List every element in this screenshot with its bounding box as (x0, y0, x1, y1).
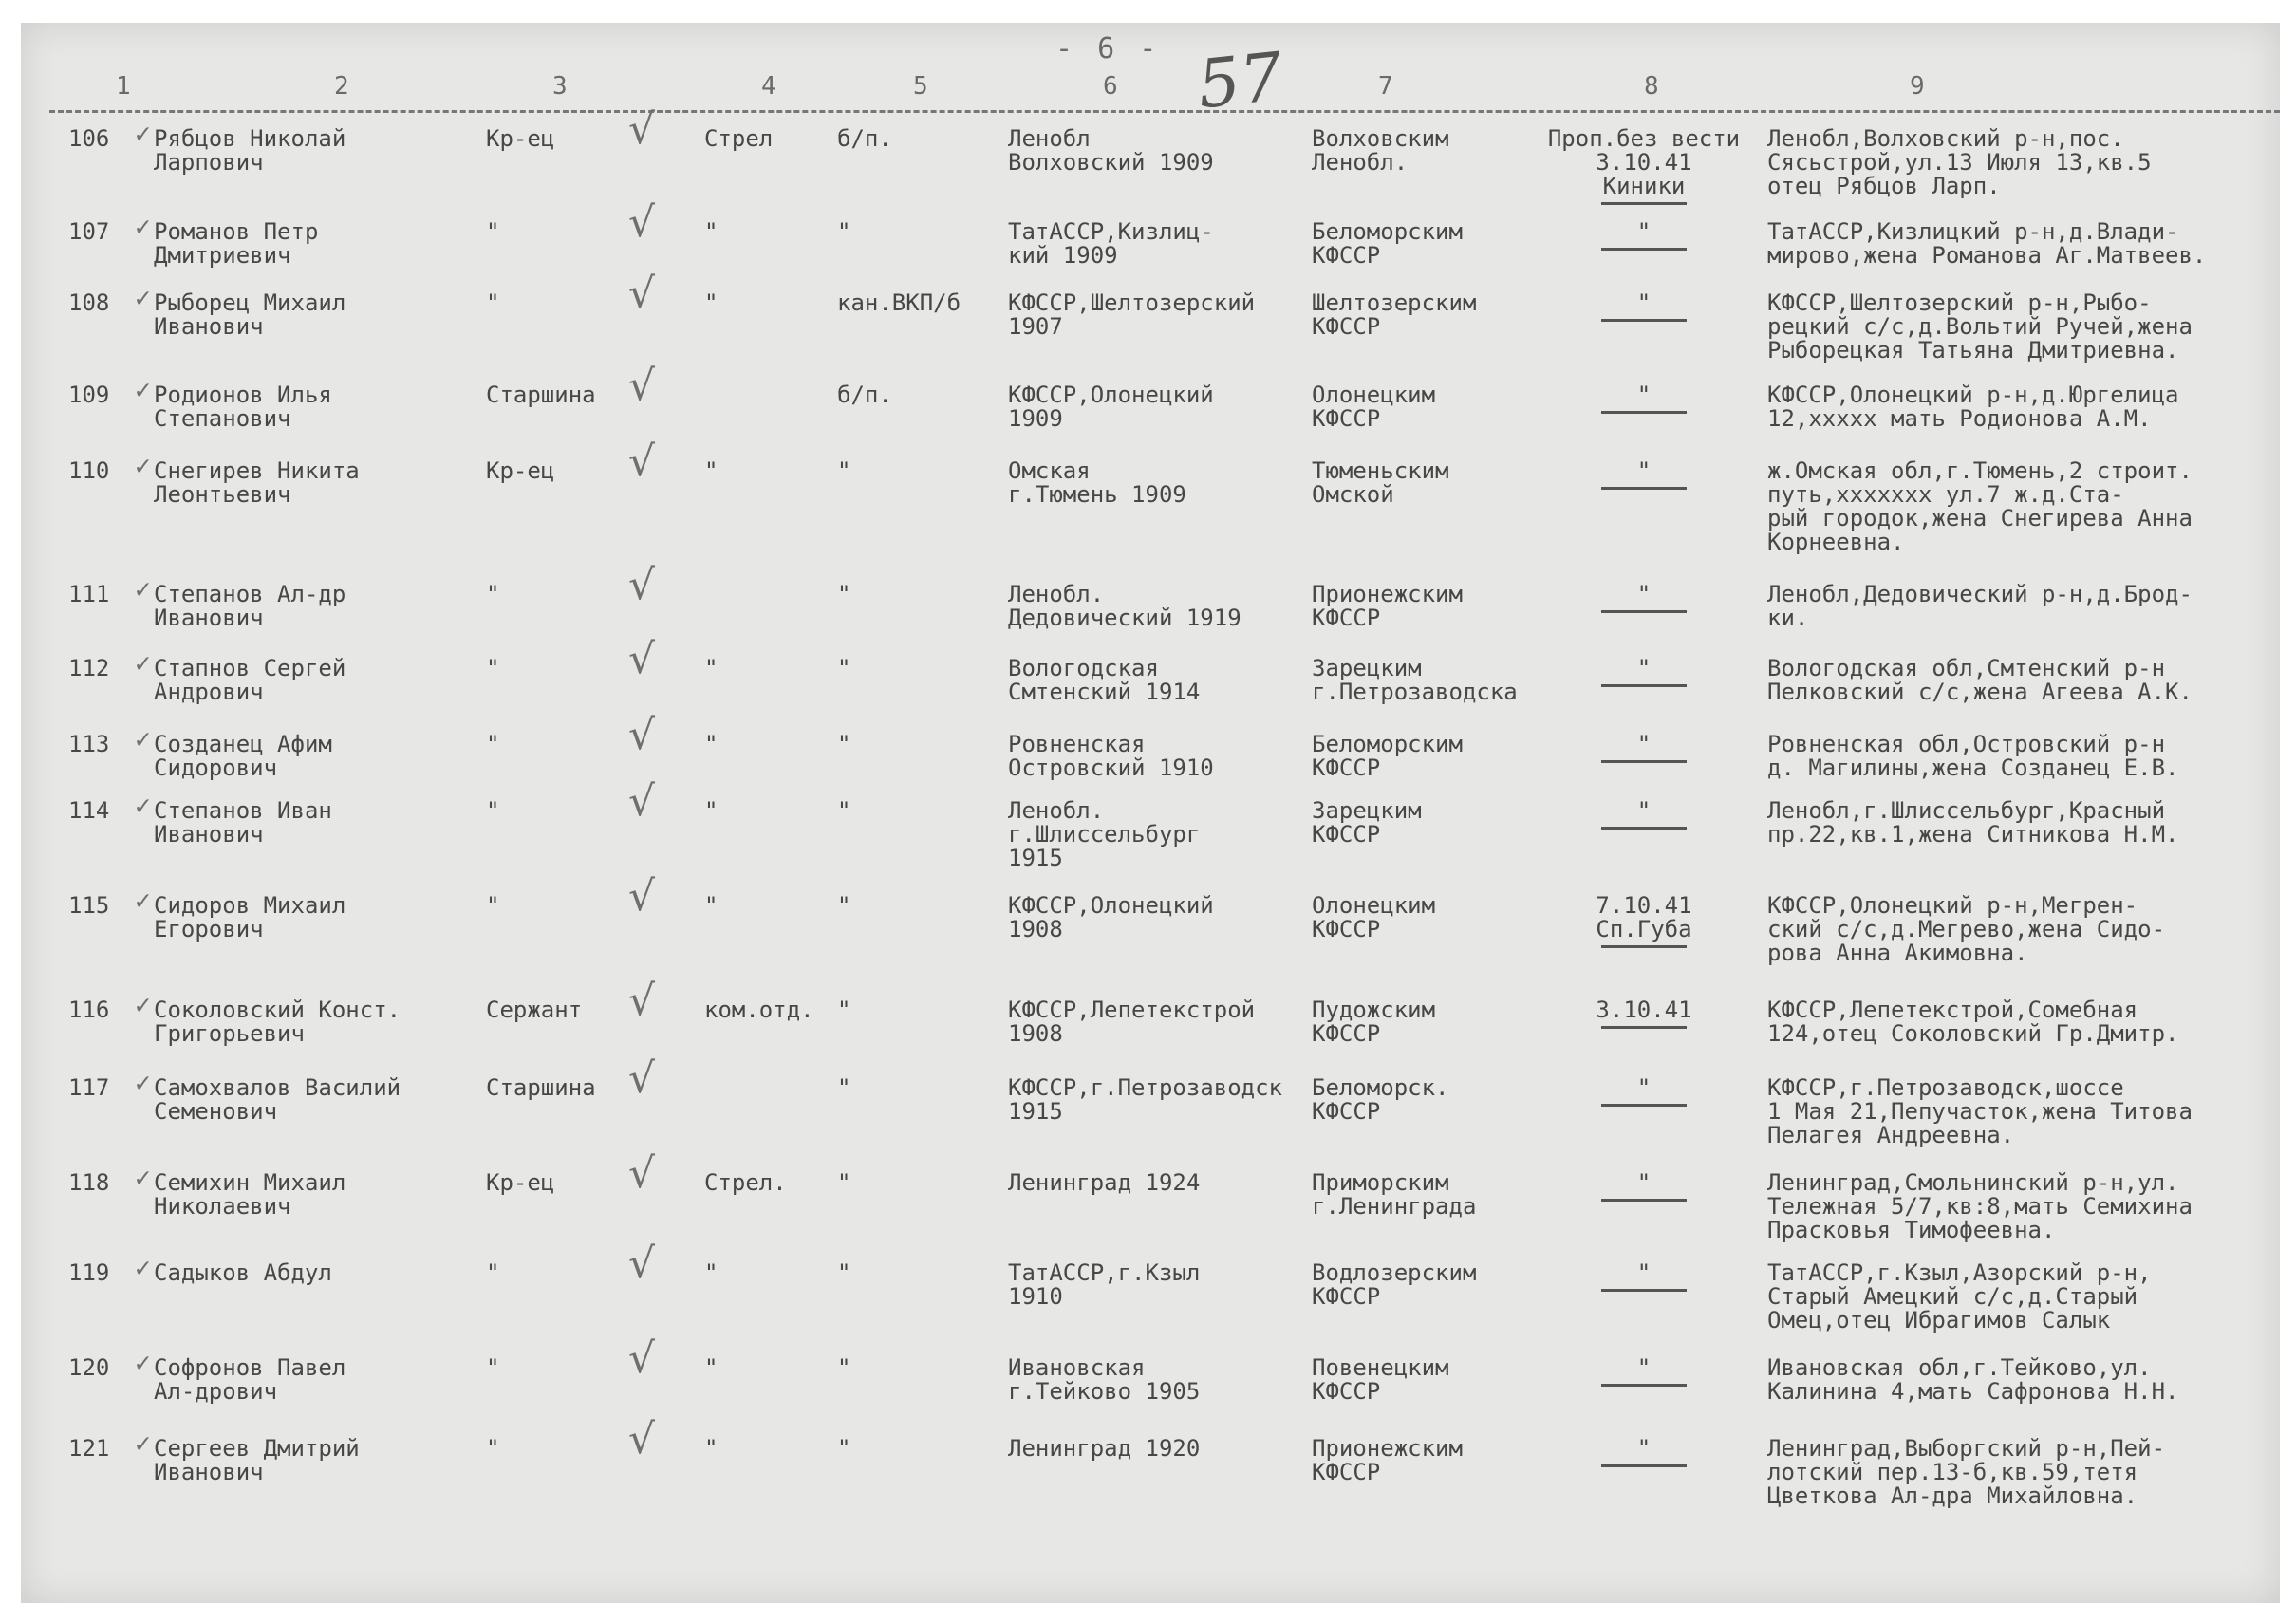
check-mark-icon: √ (628, 635, 656, 683)
check-mark-icon: ✓ (135, 1162, 151, 1193)
family-address: ТатАССР,Кизлицкий р-н,д.Влади- мирово,жена Романова Аг.Матвеев. (1767, 218, 2207, 269)
row-number: 109 (68, 382, 110, 408)
column-number: 3 (552, 72, 568, 101)
fate-underline (1601, 202, 1687, 205)
check-mark-icon: ✓ (135, 374, 151, 405)
drafted-by: Пудожским КФССР (1312, 997, 1436, 1047)
person-name: Сергеев Дмитрий Иванович (154, 1435, 360, 1485)
check-mark-icon: √ (628, 561, 656, 609)
position: " (704, 289, 719, 316)
person-name: Семихин Михаил Николаевич (154, 1169, 346, 1220)
party: " (837, 1169, 851, 1196)
position: " (704, 655, 719, 681)
drafted-by: Водлозерским КФССР (1312, 1259, 1477, 1310)
party: " (837, 997, 851, 1023)
position: " (704, 457, 719, 484)
person-name: Софронов Павел Ал-дрович (154, 1354, 346, 1405)
person-name: Рыборец Михаил Иванович (154, 289, 346, 340)
family-address: Ивановская обл,г.Тейково,ул. Калинина 4,мать Сафронова Н.Н. (1767, 1354, 2179, 1405)
row-number: 117 (68, 1074, 110, 1101)
drafted-by: Зарецким КФССР (1312, 797, 1422, 848)
row-number: 118 (68, 1169, 110, 1196)
fate: " (1636, 655, 1652, 681)
drafted-by: Беломорск. КФССР (1312, 1074, 1449, 1125)
drafted-by: Зарецким г.Петрозаводска (1312, 655, 1518, 705)
column-number: 6 (1103, 72, 1118, 101)
check-mark-icon: ✓ (135, 723, 151, 755)
fate-underline (1601, 760, 1687, 763)
fate: " (1636, 797, 1652, 824)
check-mark-icon: √ (628, 438, 656, 486)
check-mark-icon: ✓ (135, 211, 151, 242)
check-mark-icon: √ (628, 1149, 656, 1198)
rank: " (486, 581, 500, 607)
drafted-by: Прионежским КФССР (1312, 581, 1463, 631)
birthplace-year: Ленинград 1920 (1008, 1435, 1201, 1462)
rank: Старшина (486, 1074, 596, 1101)
party: " (837, 655, 851, 681)
birthplace-year: КФССР,г.Петрозаводск 1915 (1008, 1074, 1282, 1125)
person-name: Стапнов Сергей Андрович (154, 655, 346, 705)
position: " (704, 797, 719, 824)
rank: " (486, 797, 500, 824)
birthplace-year: КФССР,Олонецкий 1908 (1008, 892, 1214, 942)
party: " (837, 892, 851, 919)
rank: " (486, 731, 500, 757)
fate: " (1636, 1169, 1652, 1196)
fate: " (1636, 1259, 1652, 1286)
family-address: Ленинград,Смольнинский р-н,ул. Тележная 5/7,кв:8,мать Семихина Прасковья Тимофеевна. (1767, 1169, 2193, 1243)
fate-underline (1601, 487, 1687, 490)
drafted-by: Тюменьским Омской (1312, 457, 1449, 508)
fate-underline (1601, 319, 1687, 322)
family-address: Ленобл,г.Шлиссельбург,Красный пр.22,кв.1,жена Ситникова Н.М. (1767, 797, 2179, 848)
fate-underline (1601, 1384, 1687, 1387)
row-number: 110 (68, 457, 110, 484)
rank: " (486, 289, 500, 316)
check-mark-icon: ✓ (135, 573, 151, 605)
birthplace-year: КФССР,Лепетекстрой 1908 (1008, 997, 1256, 1047)
party: " (837, 218, 851, 245)
header-rule (49, 110, 2280, 113)
fate: " (1636, 581, 1652, 607)
party: " (837, 1259, 851, 1286)
position: " (704, 218, 719, 245)
document-sheet (21, 23, 2280, 1603)
check-mark-icon: ✓ (135, 282, 151, 313)
check-mark-icon: ✓ (135, 1427, 151, 1459)
person-name: Соколовский Конст. Григорьевич (154, 997, 401, 1047)
fate: " (1636, 1435, 1652, 1462)
person-name: Самохвалов Василий Семенович (154, 1074, 401, 1125)
check-mark-icon: ✓ (135, 1252, 151, 1283)
family-address: КФССР,г.Петрозаводск,шоссе 1 Мая 21,Пепучасток,жена Титова Пелагея Андреевна. (1767, 1074, 2193, 1148)
fate: " (1636, 218, 1652, 245)
column-number: 5 (913, 72, 928, 101)
party: б/п. (837, 382, 892, 408)
check-mark-icon: √ (628, 1240, 656, 1288)
fate-underline (1601, 1464, 1687, 1467)
fate: " (1636, 1074, 1652, 1101)
drafted-by: Шелтозерским КФССР (1312, 289, 1477, 340)
party: " (837, 731, 851, 757)
fate-underline (1601, 1104, 1687, 1107)
check-mark-icon: √ (628, 105, 656, 154)
check-mark-icon: √ (628, 977, 656, 1025)
person-name: Степанов Ал-др Иванович (154, 581, 346, 631)
fate: " (1636, 382, 1652, 408)
person-name: Степанов Иван Иванович (154, 797, 332, 848)
party: " (837, 581, 851, 607)
drafted-by: Олонецким КФССР (1312, 382, 1436, 432)
check-mark-icon: √ (628, 198, 656, 247)
fate-underline (1601, 827, 1687, 830)
family-address: ж.Омская обл,г.Тюмень,2 строит. путь,ххххххх ул.7 ж.д.Ста- рый городок,жена Снегирева Анна Корнеевна. (1767, 457, 2193, 555)
row-number: 107 (68, 218, 110, 245)
check-mark-icon: ✓ (135, 647, 151, 679)
column-number: 7 (1378, 72, 1393, 101)
check-mark-icon: √ (628, 270, 656, 318)
drafted-by: Повенецким КФССР (1312, 1354, 1449, 1405)
birthplace-year: Ленобл. Дедовический 1919 (1008, 581, 1241, 631)
person-name: Созданец Афим Сидорович (154, 731, 332, 781)
rank: Кр-ец (486, 1169, 555, 1196)
row-number: 116 (68, 997, 110, 1023)
birthplace-year: КФССР,Олонецкий 1909 (1008, 382, 1214, 432)
check-mark-icon: √ (628, 777, 656, 826)
party: " (837, 1354, 851, 1381)
check-mark-icon: ✓ (135, 1067, 151, 1098)
fate-underline (1601, 684, 1687, 687)
fate: " (1636, 731, 1652, 757)
position: ком.отд. (704, 997, 814, 1023)
family-address: Ленобл,Волховский р-н,пос. Сясьстрой,ул.13 Июля 13,кв.5 отец Рябцов Ларп. (1767, 125, 2152, 199)
birthplace-year: Вологодская Смтенский 1914 (1008, 655, 1201, 705)
check-mark-icon: √ (628, 711, 656, 759)
person-name: Рябцов Николай Ларпович (154, 125, 346, 176)
column-number: 4 (761, 72, 776, 101)
rank: Кр-ец (486, 125, 555, 152)
birthplace-year: ТатАССР,г.Кзыл 1910 (1008, 1259, 1201, 1310)
position: " (704, 1354, 719, 1381)
fate: " (1636, 1354, 1652, 1381)
position: " (704, 1435, 719, 1462)
fate: " (1636, 289, 1652, 316)
position: Стрел. (704, 1169, 787, 1196)
rank: " (486, 1259, 500, 1286)
birthplace-year: ТатАССР,Кизлиц- кий 1909 (1008, 218, 1214, 269)
fate-underline (1601, 1199, 1687, 1202)
drafted-by: Волховским Ленобл. (1312, 125, 1449, 176)
fate-underline (1601, 411, 1687, 414)
fate-underline (1601, 945, 1687, 948)
row-number: 121 (68, 1435, 110, 1462)
row-number: 112 (68, 655, 110, 681)
drafted-by: Приморским г.Ленинграда (1312, 1169, 1477, 1220)
rank: Старшина (486, 382, 596, 408)
drafted-by: Беломорским КФССР (1312, 731, 1463, 781)
row-number: 115 (68, 892, 110, 919)
row-number: 111 (68, 581, 110, 607)
drafted-by: Прионежским КФССР (1312, 1435, 1463, 1485)
check-mark-icon: ✓ (135, 989, 151, 1020)
party: " (837, 1435, 851, 1462)
row-number: 113 (68, 731, 110, 757)
row-number: 119 (68, 1259, 110, 1286)
party: кан.ВКП/б (837, 289, 961, 316)
fate-underline (1601, 1026, 1687, 1029)
row-number: 106 (68, 125, 110, 152)
check-mark-icon: √ (628, 1054, 656, 1103)
drafted-by: Беломорским КФССР (1312, 218, 1463, 269)
party: " (837, 797, 851, 824)
check-mark-icon: ✓ (135, 450, 151, 481)
check-mark-icon: √ (628, 1334, 656, 1383)
family-address: ТатАССР,г.Кзыл,Азорский р-н, Старый Амецкий с/с,д.Старый Омец,отец Ибрагимов Салык (1767, 1259, 2152, 1333)
person-name: Романов Петр Дмитриевич (154, 218, 319, 269)
family-address: Ровненская обл,Островский р-н д. Магилины,жена Созданец Е.В. (1767, 731, 2179, 781)
fate: Проп.без вести 3.10.41 Киники (1547, 125, 1741, 199)
position: " (704, 731, 719, 757)
row-number: 114 (68, 797, 110, 824)
birthplace-year: Ровненская Островский 1910 (1008, 731, 1214, 781)
person-name: Сидоров Михаил Егорович (154, 892, 346, 942)
rank: " (486, 218, 500, 245)
birthplace-year: Ленобл Волховский 1909 (1008, 125, 1214, 176)
family-address: Вологодская обл,Смтенский р-н Пелковский с/с,жена Агеева А.К. (1767, 655, 2193, 705)
rank: " (486, 1435, 500, 1462)
row-number: 108 (68, 289, 110, 316)
column-number: 2 (334, 72, 349, 101)
birthplace-year: КФССР,Шелтозерский 1907 (1008, 289, 1256, 340)
check-mark-icon: ✓ (135, 790, 151, 821)
row-number: 120 (68, 1354, 110, 1381)
birthplace-year: Омская г.Тюмень 1909 (1008, 457, 1186, 508)
birthplace-year: Ленобл. г.Шлиссельбург 1915 (1008, 797, 1201, 871)
check-mark-icon: ✓ (135, 885, 151, 916)
fate-underline (1601, 610, 1687, 613)
position: " (704, 1259, 719, 1286)
drafted-by: Олонецким КФССР (1312, 892, 1436, 942)
fate-underline (1601, 248, 1687, 251)
family-address: Ленинград,Выборгский р-н,Пей- лотский пер.13-б,кв.59,тетя Цветкова Ал-дра Михайловна. (1767, 1435, 2166, 1509)
position: " (704, 892, 719, 919)
person-name: Родионов Илья Степанович (154, 382, 332, 432)
fate: 3.10.41 (1596, 997, 1692, 1023)
person-name: Снегирев Никита Леонтьевич (154, 457, 360, 508)
birthplace-year: Ленинград 1924 (1008, 1169, 1201, 1196)
column-number: 8 (1644, 72, 1659, 101)
party: " (837, 1074, 851, 1101)
family-address: КФССР,Олонецкий р-н,д.Юргелица 12,ххххх мать Родионова А.М. (1767, 382, 2179, 432)
folio-number: 57 (1193, 37, 1287, 124)
birthplace-year: Ивановская г.Тейково 1905 (1008, 1354, 1201, 1405)
check-mark-icon: √ (628, 362, 656, 410)
fate: 7.10.41 Сп.Губа (1596, 892, 1692, 942)
fate: " (1636, 457, 1652, 484)
rank: Сержант (486, 997, 583, 1023)
rank: " (486, 1354, 500, 1381)
rank: " (486, 892, 500, 919)
check-mark-icon: ✓ (135, 118, 151, 149)
rank: " (486, 655, 500, 681)
person-name: Садыков Абдул (154, 1259, 332, 1286)
check-mark-icon: ✓ (135, 1347, 151, 1378)
family-address: КФССР,Лепетекстрой,Сомебная 124,отец Соколовский Гр.Дмитр. (1767, 997, 2179, 1047)
column-number: 1 (116, 72, 131, 101)
family-address: КФССР,Шелтозерский р-н,Рыбо- рецкий с/с,д.Вольтий Ручей,жена Рыборецкая Татьяна Дмитриевна. (1767, 289, 2193, 364)
check-mark-icon: √ (628, 872, 656, 921)
party: " (837, 457, 851, 484)
position: Стрел (704, 125, 774, 152)
page-marker: - 6 - (1055, 32, 1161, 65)
family-address: КФССР,Олонецкий р-н,Мегрен- ский с/с,д.Мегрево,жена Сидо- рова Анна Акимовна. (1767, 892, 2166, 966)
check-mark-icon: √ (628, 1415, 656, 1464)
family-address: Ленобл,Дедовический р-н,д.Брод- ки. (1767, 581, 2193, 631)
fate-underline (1601, 1289, 1687, 1292)
rank: Кр-ец (486, 457, 555, 484)
party: б/п. (837, 125, 892, 152)
column-number: 9 (1910, 72, 1925, 101)
